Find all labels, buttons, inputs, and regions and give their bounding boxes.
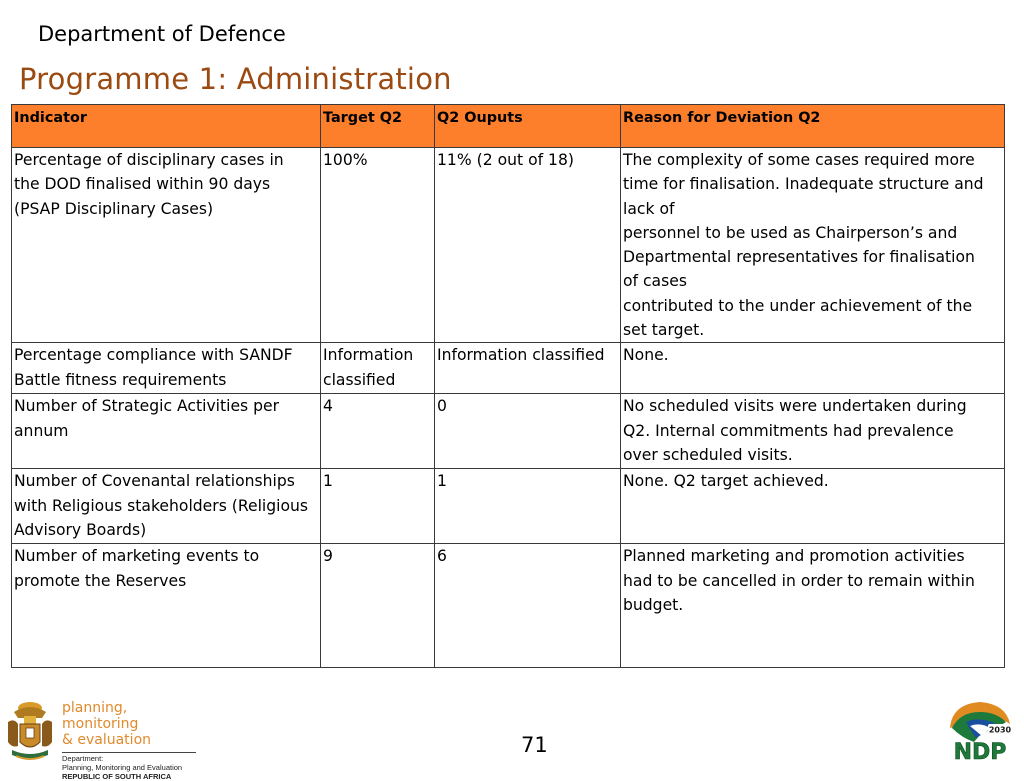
dpme-text <box>62 700 204 781</box>
table-row <box>12 394 1005 469</box>
reason-cell: The complexity of some cases required more time for finalisation. Inadequate structure and lack of personnel to be used as Chairperson’s and Departmental representatives for finalisation of cases contributed to the under achievement of the set target. <box>621 148 1005 343</box>
column-header-target: Target Q2 <box>321 105 435 148</box>
target-cell: 4 <box>321 394 435 469</box>
output-cell: 1 <box>435 469 621 544</box>
table-row <box>12 148 1005 343</box>
ndp-year: 2030 <box>988 725 1012 735</box>
dpme-line-2: & evaluation <box>62 732 152 748</box>
department-name: Department of Defence <box>38 22 286 46</box>
indicator-cell: Number of Covenantal relationships with Religious stakeholders (Religious Advisory Boards) <box>12 469 321 544</box>
target-cell: 1 <box>321 469 435 544</box>
indicator-cell: Number of marketing events to promote the Reserves <box>12 544 321 668</box>
target-cell: 9 <box>321 544 435 668</box>
page-number: 71 <box>521 733 548 757</box>
ndp-text: NDP <box>953 740 1007 762</box>
output-cell: 11% (2 out of 18) <box>435 148 621 343</box>
ndp-logo-icon <box>946 698 1014 762</box>
table-row <box>12 544 1005 668</box>
target-cell: Information classified <box>321 343 435 394</box>
dpme-small-1: Department: <box>62 754 104 763</box>
table-row <box>12 469 1005 544</box>
reason-cell: Planned marketing and promotion activities had to be cancelled in order to remain within budget. <box>621 544 1005 668</box>
dpme-small-2: Planning, Monitoring and Evaluation <box>62 762 183 772</box>
indicator-table <box>11 104 1005 668</box>
reason-cell: None. <box>621 343 1005 394</box>
indicator-cell: Percentage of disciplinary cases in the DOD finalised within 90 days (PSAP Disciplinary Cases) <box>12 148 321 343</box>
indicator-cell: Number of Strategic Activities per annum <box>12 394 321 469</box>
output-cell: 0 <box>435 394 621 469</box>
reason-cell: No scheduled visits were undertaken during Q2. Internal commitments had prevalence over scheduled visits. <box>621 394 1005 469</box>
divider <box>62 752 196 753</box>
indicator-cell: Percentage compliance with SANDF Battle fitness requirements <box>12 343 321 394</box>
column-header-indicator: Indicator <box>12 105 321 148</box>
dpme-republic: REPUBLIC OF SOUTH AFRICA <box>62 772 172 781</box>
page-title: Programme 1: Administration <box>19 62 452 96</box>
coat-of-arms-icon <box>4 698 56 764</box>
column-header-reason: Reason for Deviation Q2 <box>621 105 1005 148</box>
target-cell: 100% <box>321 148 435 343</box>
output-cell: 6 <box>435 544 621 668</box>
table-row <box>12 343 1005 394</box>
output-cell: Information classified <box>435 343 621 394</box>
reason-cell: None. Q2 target achieved. <box>621 469 1005 544</box>
dpme-line-1: planning, monitoring <box>62 700 139 732</box>
dpme-logo <box>4 698 204 781</box>
column-header-output: Q2 Ouputs <box>435 105 621 148</box>
table-header-row <box>12 105 1005 148</box>
